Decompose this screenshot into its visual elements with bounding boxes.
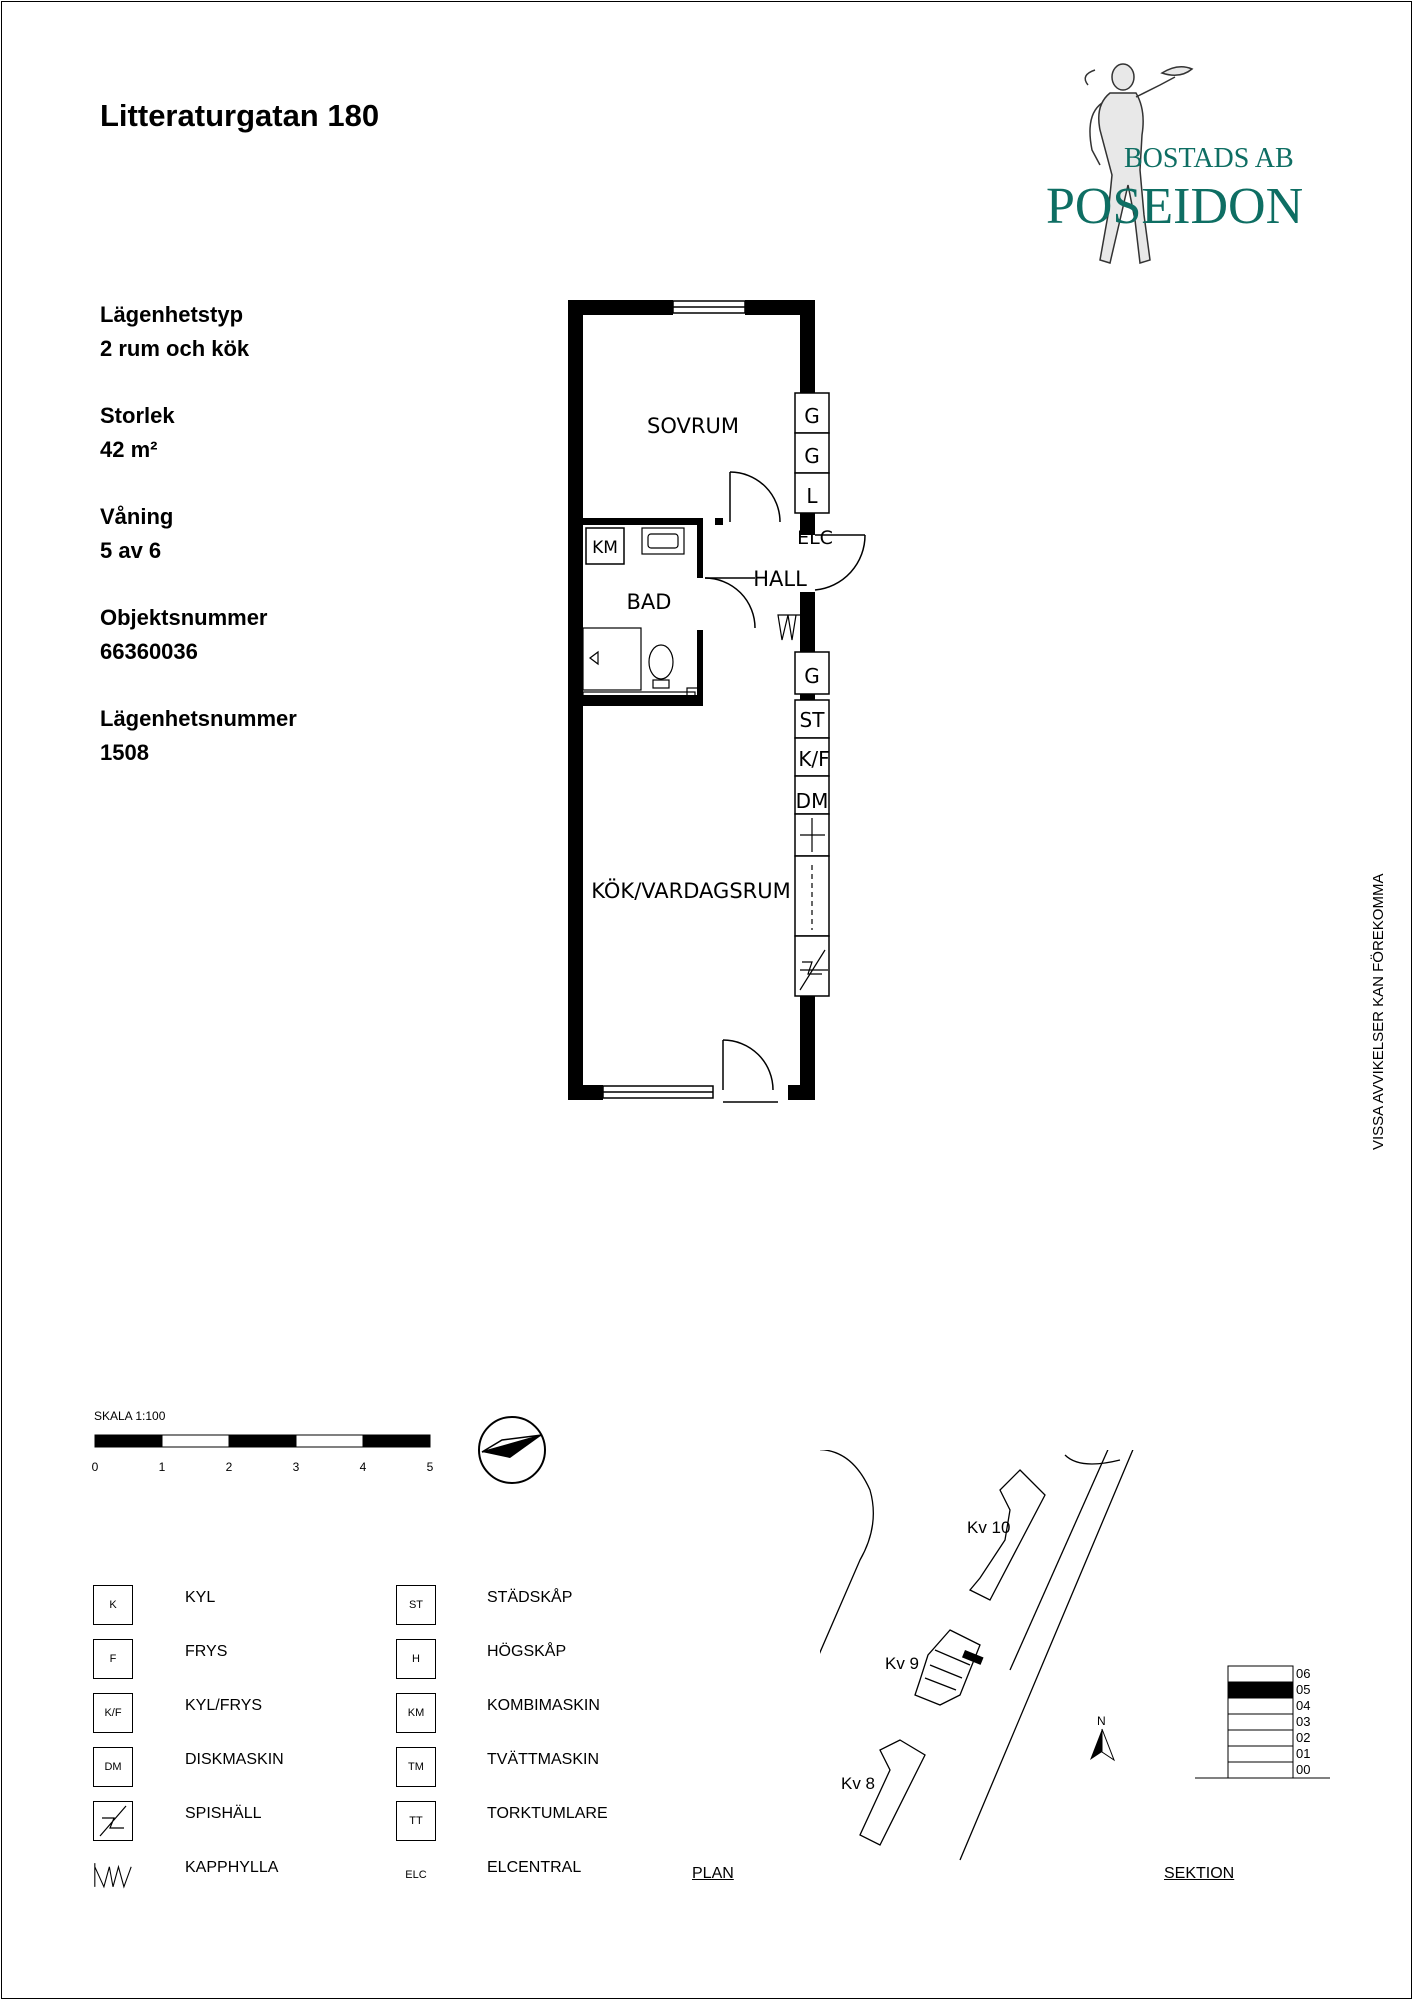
legend-code: DM (93, 1747, 133, 1787)
door-balcony (723, 1040, 778, 1102)
scale-tick: 0 (91, 1460, 99, 1474)
info-value: 42 m² (100, 437, 158, 462)
info-type (100, 298, 297, 366)
fixture-g1: G (804, 404, 820, 428)
fixture-g2: G (804, 444, 820, 468)
room-kok-vardagsrum: KÖK/VARDAGSRUM (591, 879, 791, 903)
north-label: N (1097, 1714, 1106, 1728)
scale-segments (95, 1435, 430, 1447)
fixture-l: L (806, 484, 818, 508)
legend-item (93, 1855, 353, 1895)
legend-text: KAPPHYLLA (185, 1859, 279, 1876)
fixture-st: ST (799, 708, 825, 732)
label-kv9: Kv 9 (885, 1654, 920, 1673)
legend-item (396, 1585, 656, 1625)
coat-rack-icon (778, 615, 800, 640)
floor-label: 01 (1296, 1746, 1311, 1761)
legend-code: K/F (93, 1693, 133, 1733)
disclaimer-note: VISSA AVVIKELSER KAN FÖREKOMMA (1370, 873, 1387, 1150)
poseidon-logo (1040, 55, 1350, 275)
legend-text: KOMBIMASKIN (487, 1697, 600, 1714)
apartment-info (100, 298, 297, 803)
legend-code: F (93, 1639, 133, 1679)
legend-text: TORKTUMLARE (487, 1805, 608, 1822)
fixture-g3: G (804, 664, 820, 688)
scale-label: SKALA 1:100 (94, 1409, 166, 1423)
floor-plan (560, 290, 940, 1120)
legend-item (93, 1585, 353, 1625)
stove-icon (94, 1802, 132, 1840)
legend-coat-rack-box (93, 1855, 133, 1895)
plan-label: PLAN (692, 1865, 734, 1882)
info-apartment-number (100, 702, 297, 770)
legend-text: SPISHÄLL (185, 1805, 262, 1822)
road (820, 1450, 1137, 1860)
legend-item (396, 1693, 656, 1733)
door-bathroom (705, 578, 755, 628)
room-bad: BAD (626, 590, 672, 614)
legend-code: ST (396, 1585, 436, 1625)
legend-item (396, 1801, 656, 1841)
site-map (820, 1450, 1360, 1880)
floor-label: 00 (1296, 1762, 1311, 1777)
shower-icon (583, 628, 641, 690)
legend-code: TT (396, 1801, 436, 1841)
info-value: 2 rum och kök (100, 336, 250, 361)
floor-label: 04 (1296, 1698, 1311, 1713)
legend-text: FRYS (185, 1643, 228, 1660)
room-sovrum: SOVRUM (647, 414, 739, 438)
legend-text: DISKMASKIN (185, 1751, 284, 1768)
info-label: Lägenhetstyp (100, 302, 244, 327)
info-object-number (100, 601, 297, 669)
fixture-dm: DM (795, 789, 829, 813)
floor-label: 03 (1296, 1714, 1311, 1729)
legend-text: STÄDSKÅP (487, 1589, 573, 1606)
section-label: SEKTION (1164, 1865, 1235, 1882)
floor-label: 05 (1296, 1682, 1311, 1697)
info-label: Våning (100, 504, 174, 529)
info-value: 1508 (100, 740, 149, 765)
label-kv10: Kv 10 (967, 1518, 1011, 1537)
info-value: 5 av 6 (100, 538, 162, 563)
room-hall: HALL (753, 567, 807, 591)
legend-item (396, 1855, 656, 1895)
legend-code: K (93, 1585, 133, 1625)
scale-tick: 2 (225, 1460, 233, 1474)
door-bedroom (730, 472, 780, 522)
scale-tick: 1 (158, 1460, 166, 1474)
legend-item (93, 1801, 353, 1841)
legend-item (93, 1693, 353, 1733)
legend-item (93, 1747, 353, 1787)
legend-item (396, 1639, 656, 1679)
coat-rack-icon (93, 1860, 133, 1890)
legend-code: KM (396, 1693, 436, 1733)
sink-icon (642, 528, 684, 554)
legend-code: H (396, 1639, 436, 1679)
fixture-km: KM (592, 538, 618, 558)
legend-text: TVÄTTMASKIN (487, 1751, 600, 1768)
fixture-elc: ELC (797, 527, 833, 549)
toilet-icon (649, 645, 673, 688)
scale-tick: 4 (359, 1460, 367, 1474)
logo-line2: POSEIDON (1046, 178, 1304, 235)
window-bottom (603, 1086, 713, 1098)
legend-code: TM (396, 1747, 436, 1787)
info-label: Lägenhetsnummer (100, 706, 297, 731)
info-value: 66360036 (100, 639, 198, 664)
legend-stove-box (93, 1801, 133, 1841)
legend-item (93, 1639, 353, 1679)
scale-bar (90, 1405, 450, 1485)
building-kv9 (915, 1630, 980, 1705)
window-top (673, 301, 745, 313)
info-label: Objektsnummer (100, 605, 268, 630)
legend-text: KYL/FRYS (185, 1697, 263, 1714)
legend-code: ELC (405, 1869, 427, 1881)
info-size (100, 399, 297, 467)
floor-label: 02 (1296, 1730, 1311, 1745)
info-label: Storlek (100, 403, 175, 428)
info-floor (100, 500, 297, 568)
compass-icon (472, 1410, 552, 1490)
north-arrow-icon (1090, 1729, 1114, 1760)
fixture-kf: K/F (798, 747, 830, 771)
scale-tick: 5 (426, 1460, 434, 1474)
legend-item (396, 1747, 656, 1787)
floor-label: 06 (1296, 1666, 1311, 1681)
legend-text: KYL (185, 1589, 216, 1606)
legend-text: HÖGSKÅP (487, 1643, 567, 1660)
logo-line1: BOSTADS AB (1124, 143, 1294, 174)
legend-text: ELCENTRAL (487, 1859, 582, 1876)
label-kv8: Kv 8 (841, 1774, 876, 1793)
scale-tick: 3 (292, 1460, 300, 1474)
page-title: Litteraturgatan 180 (100, 98, 380, 133)
